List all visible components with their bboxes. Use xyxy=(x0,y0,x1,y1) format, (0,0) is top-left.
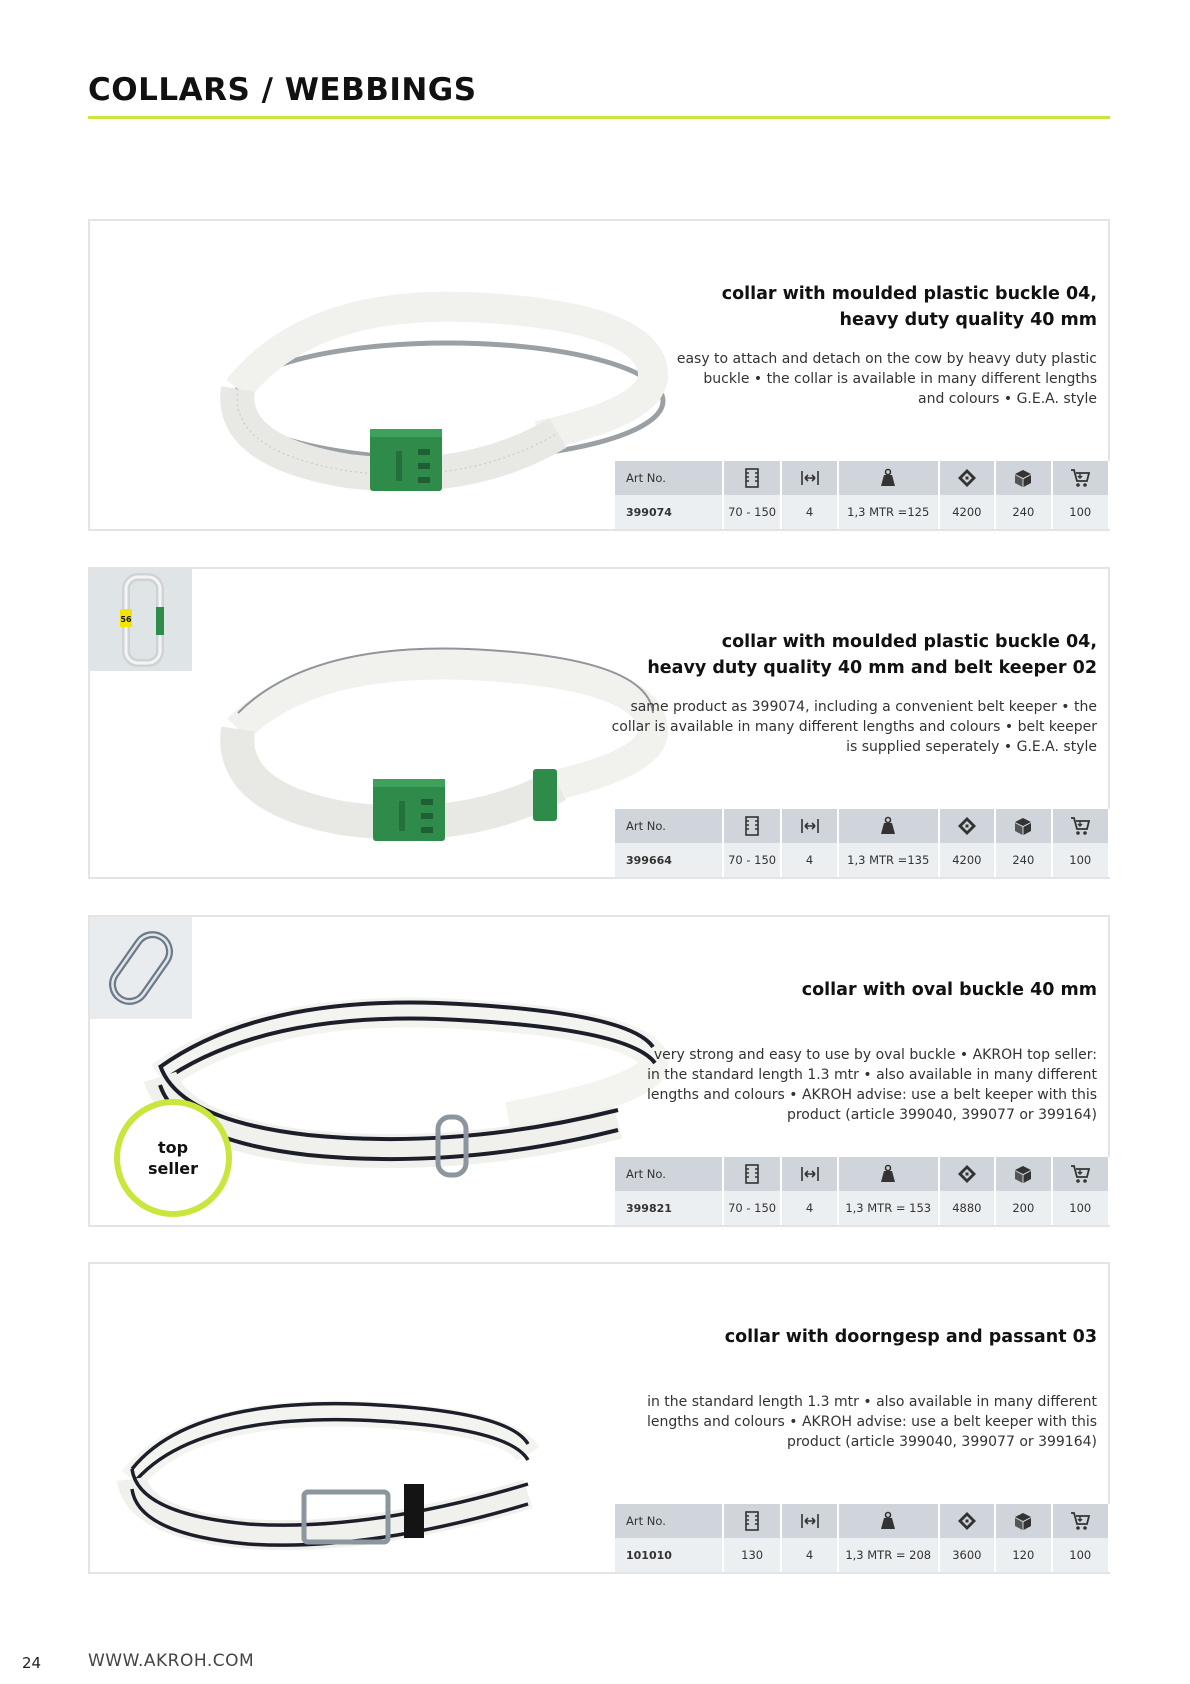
width-value: 4 xyxy=(782,843,838,877)
weight-icon xyxy=(877,1163,899,1185)
artno-header: Art No. xyxy=(615,1504,724,1538)
spec-table xyxy=(615,1504,1110,1572)
order-value: 100 xyxy=(1053,843,1110,877)
spec-table xyxy=(615,809,1110,877)
pallet-icon xyxy=(956,1510,978,1532)
pallet-value: 4200 xyxy=(940,495,996,529)
box-icon xyxy=(1012,815,1034,837)
product-description: same product as 399074, including a convenient belt keeper • the collar is available in many different lengths and colours • belt keeper is supplied seperately • G.E.A. style xyxy=(611,699,1097,755)
art-no-value: 399074 xyxy=(615,495,724,529)
width-value: 4 xyxy=(782,1538,838,1572)
weight-value: 1,3 MTR =135 xyxy=(839,843,940,877)
box-icon xyxy=(1012,1163,1034,1185)
size-value: 130 xyxy=(724,1538,782,1572)
artno-header: Art No. xyxy=(615,1157,724,1191)
product-card xyxy=(88,219,1110,531)
width-icon xyxy=(799,467,821,489)
art-no-value: 399821 xyxy=(615,1191,724,1225)
order-value: 100 xyxy=(1053,495,1110,529)
cart-icon xyxy=(1069,1163,1091,1185)
width-icon xyxy=(799,815,821,837)
width-icon xyxy=(799,1510,821,1532)
size-value: 70 - 150 xyxy=(724,1191,782,1225)
pallet-icon xyxy=(956,1163,978,1185)
width-value: 4 xyxy=(782,495,838,529)
product-card xyxy=(88,915,1110,1227)
pallet-value: 4200 xyxy=(940,843,996,877)
artno-header: Art No. xyxy=(615,809,724,843)
box-value: 240 xyxy=(996,843,1052,877)
product-description: very strong and easy to use by oval buckle • AKROH top seller: in the standard length 1.3 mtr • also available in many different lengths and colours • AKROH advise: use a belt keeper with this product (article 399040, 399077 or 399164) xyxy=(647,1047,1097,1123)
art-no-value: 101010 xyxy=(615,1538,724,1572)
product-title: collar with moulded plastic buckle 04, heavy duty quality 40 mm and belt keeper 02 xyxy=(647,632,1097,678)
product-card xyxy=(88,567,1110,879)
cart-icon xyxy=(1069,1510,1091,1532)
svg-text:56: 56 xyxy=(120,615,132,624)
pallet-value: 3600 xyxy=(940,1538,996,1572)
box-value: 240 xyxy=(996,495,1052,529)
order-value: 100 xyxy=(1053,1538,1110,1572)
product-description: easy to attach and detach on the cow by heavy duty plastic buckle • the collar is available in many different lengths and colours • G.E.A. style xyxy=(676,351,1097,407)
size-range-icon xyxy=(741,467,763,489)
size-value: 70 - 150 xyxy=(724,843,782,877)
product-description: in the standard length 1.3 mtr • also available in many different lengths and colours • AKROH advise: use a belt keeper with this product (article 399040, 399077 or 399164) xyxy=(647,1394,1097,1450)
cart-icon xyxy=(1069,467,1091,489)
footer-url[interactable]: WWW.AKROH.COM xyxy=(88,1651,255,1671)
page-title: COLLARS / WEBBINGS xyxy=(88,72,477,108)
artno-header: Art No. xyxy=(615,461,724,495)
pallet-icon xyxy=(956,467,978,489)
weight-value: 1,3 MTR = 208 xyxy=(839,1538,940,1572)
product-card xyxy=(88,1262,1110,1574)
size-range-icon xyxy=(741,815,763,837)
size-range-icon xyxy=(741,1163,763,1185)
product-title: collar with moulded plastic buckle 04, heavy duty quality 40 mm xyxy=(721,284,1097,330)
top-seller-badge: top seller xyxy=(114,1099,232,1217)
spec-table xyxy=(615,1157,1110,1225)
cart-icon xyxy=(1069,815,1091,837)
order-value: 100 xyxy=(1053,1191,1110,1225)
spec-table xyxy=(615,461,1110,529)
width-value: 4 xyxy=(782,1191,838,1225)
product-title: collar with doorngesp and passant 03 xyxy=(724,1327,1097,1347)
product-title: collar with oval buckle 40 mm xyxy=(801,980,1097,1000)
width-icon xyxy=(799,1163,821,1185)
title-rule xyxy=(88,116,1110,119)
box-value: 120 xyxy=(996,1538,1052,1572)
box-value: 200 xyxy=(996,1191,1052,1225)
weight-icon xyxy=(877,1510,899,1532)
weight-value: 1,3 MTR = 153 xyxy=(839,1191,940,1225)
art-no-value: 399664 xyxy=(615,843,724,877)
weight-value: 1,3 MTR =125 xyxy=(839,495,940,529)
size-value: 70 - 150 xyxy=(724,495,782,529)
pallet-value: 4880 xyxy=(940,1191,996,1225)
weight-icon xyxy=(877,467,899,489)
box-icon xyxy=(1012,467,1034,489)
page-number: 24 xyxy=(22,1654,42,1672)
weight-icon xyxy=(877,815,899,837)
box-icon xyxy=(1012,1510,1034,1532)
size-range-icon xyxy=(741,1510,763,1532)
pallet-icon xyxy=(956,815,978,837)
